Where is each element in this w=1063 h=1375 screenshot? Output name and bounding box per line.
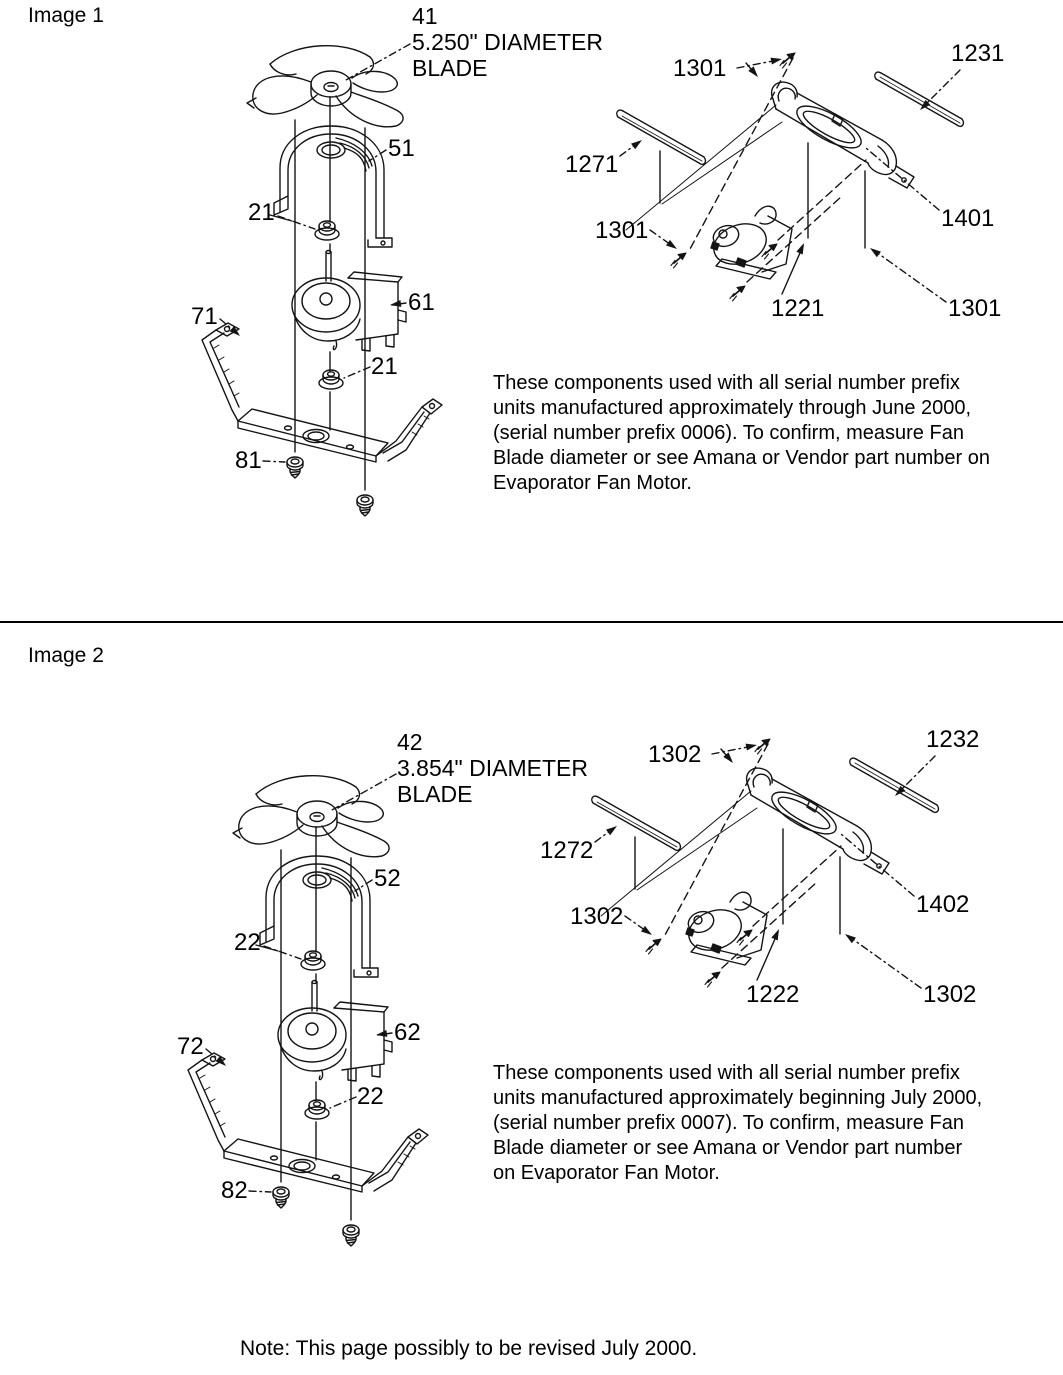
part-label-51: 51 — [388, 135, 415, 162]
desc-line: units manufactured approximately through June 2000, — [493, 397, 972, 419]
part-label-1401: 1401 — [941, 205, 995, 232]
part-label-1221: 1221 — [771, 295, 825, 322]
desc-line: Blade diameter or see Amana or Vendor part number on — [493, 447, 990, 469]
section-divider — [0, 621, 1063, 623]
section1-title: Image 1 — [28, 4, 104, 27]
desc-line: Evaporator Fan Motor. — [493, 472, 692, 494]
desc-line: Blade diameter or see Amana or Vendor part number — [493, 1137, 963, 1159]
desc-line: These components used with all serial number prefix — [493, 1062, 960, 1084]
part-label-1301-top: 1301 — [673, 55, 727, 82]
desc-line: on Evaporator Fan Motor. — [493, 1162, 720, 1184]
part-label-1301-bottom: 1301 — [948, 295, 1002, 322]
part-label-52: 52 — [374, 865, 401, 892]
part-label-1231: 1231 — [951, 40, 1005, 67]
part-label-71: 71 — [191, 303, 218, 330]
part-label-1222: 1222 — [746, 981, 800, 1008]
part-label-1271: 1271 — [565, 151, 619, 178]
exploded-shroud-art — [592, 739, 939, 988]
part-label-1232: 1232 — [926, 726, 980, 753]
blade-diameter: 3.854" DIAMETER — [397, 755, 588, 781]
part-label-72: 72 — [177, 1033, 204, 1060]
section2-description — [493, 1061, 982, 1186]
part-label-1302-bottom: 1302 — [923, 981, 977, 1008]
part-label-21-bottom: 21 — [371, 353, 398, 380]
page-note: Note: This page possibly to be revised July 2000. — [240, 1337, 698, 1360]
part-label-81: 81 — [235, 447, 262, 474]
exploded-shroud-diagram-2 — [505, 706, 1025, 1036]
blade-word: BLADE — [397, 781, 473, 807]
desc-line: (serial number prefix 0006). To confirm, measure Fan — [493, 422, 964, 444]
section2-title: Image 2 — [28, 644, 104, 667]
part-label-1402: 1402 — [916, 891, 970, 918]
part-label-62: 62 — [394, 1019, 421, 1046]
part-label-21-top: 21 — [248, 199, 275, 226]
part-label-1301-mid: 1301 — [595, 217, 649, 244]
desc-line: (serial number prefix 0007). To confirm, measure Fan — [493, 1112, 964, 1134]
blade-diameter: 5.250" DIAMETER — [412, 29, 603, 55]
exploded-shroud-diagram-1 — [530, 20, 1050, 350]
part-label-22-bottom: 22 — [357, 1083, 384, 1110]
fan-assembly-art — [202, 44, 442, 516]
part-label-1302-mid: 1302 — [570, 903, 624, 930]
desc-line: units manufactured approximately beginning July 2000, — [493, 1087, 983, 1109]
fan-assembly-diagram-2 — [126, 730, 456, 1250]
blade-part-number: 41 — [412, 3, 438, 29]
section1-description — [493, 371, 990, 496]
part-label-82: 82 — [221, 1177, 248, 1204]
blade-word: BLADE — [412, 55, 488, 81]
part-label-22-top: 22 — [234, 929, 261, 956]
blade-part-number: 42 — [397, 729, 423, 755]
exploded-shroud-art — [617, 53, 964, 302]
part-label-61: 61 — [408, 289, 435, 316]
desc-line: These components used with all serial number prefix — [493, 372, 960, 394]
part-label-1272: 1272 — [540, 837, 594, 864]
fan-assembly-art — [188, 774, 428, 1246]
part-label-1302-top: 1302 — [648, 741, 702, 768]
